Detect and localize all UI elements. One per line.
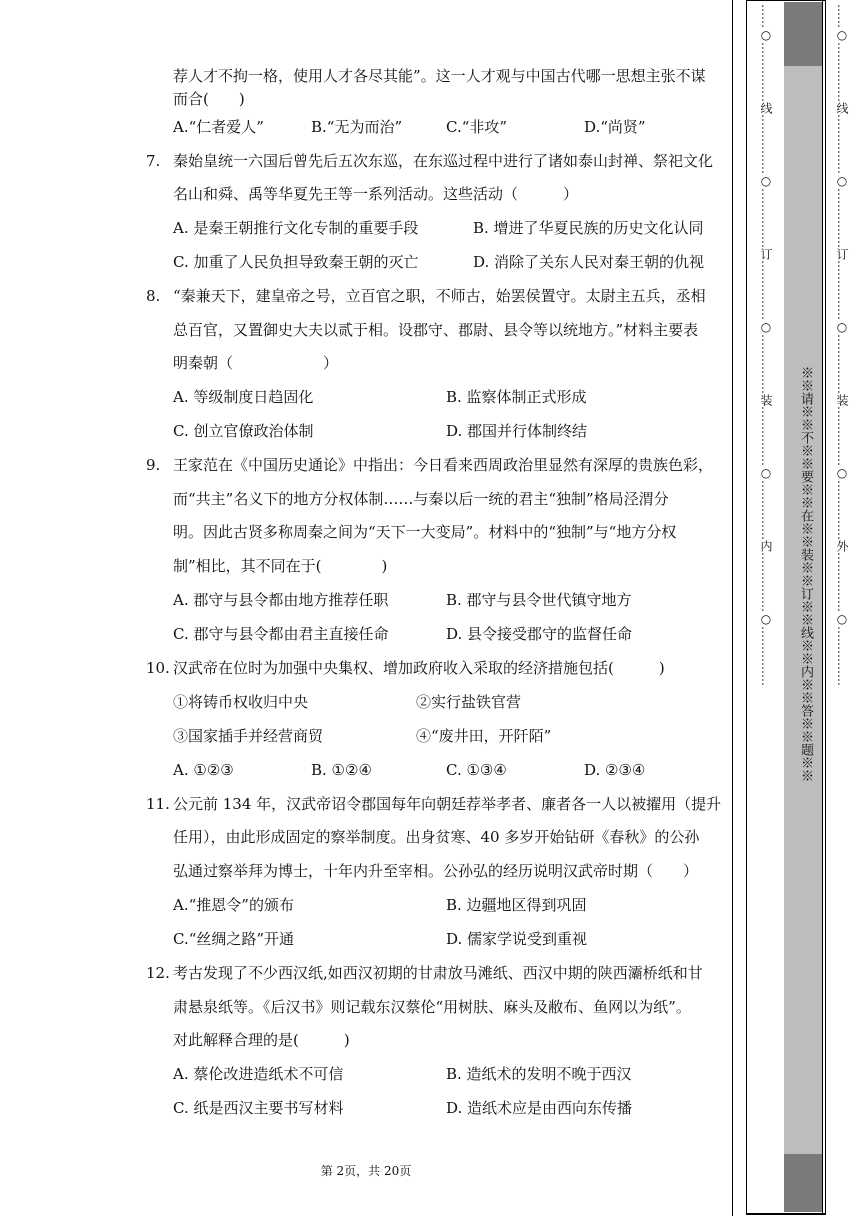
q9-stem-line1: 王家范在《中国历史通论》中指出：今日看来西周政治里显然有深厚的贵族色彩， [173,456,714,474]
q12-stem-line3: 对此解释合理的是( ) [173,1031,350,1049]
q10-option-c: C. ①③④ [446,761,507,779]
q6-option-d: D.“尚贤” [584,118,646,136]
q8-option-a: A. 等级制度日趋固化 [173,388,314,406]
q6-continuation-line1: 荐人才不拘一格，使用人才各尽其能”。这一人才观与中国古代哪一思想主张不谋 [173,67,706,85]
binding-left-border [732,0,733,1216]
binding-top-block [784,2,822,66]
q9-option-b: B. 郡守与县令世代镇守地方 [446,591,632,609]
q12-number: 12. [146,964,170,982]
q11-stem-line2: 任用），由此形成固定的察举制度。出身贫寒、40 多岁开始钻研《春秋》的公孙 [173,828,700,846]
q10-item-4: ④“废井田，开阡陌” [416,727,552,745]
q8-option-d: D. 郡国并行体制终结 [446,422,588,440]
q8-option-c: C. 创立官僚政治体制 [173,422,314,440]
q11-option-d: D. 儒家学说受到重视 [446,930,588,948]
q8-stem-line1: “秦兼天下，建皇帝之号，立百官之职，不师古，始罢侯置守。太尉主五兵，丞相 [173,287,706,305]
q10-option-d: D. ②③④ [584,761,646,779]
q11-option-a: A.“推恩令”的颁布 [173,896,294,914]
q10-item-1: ①将铸币权收归中央 [173,693,309,711]
q12-option-c: C. 纸是西汉主要书写材料 [173,1099,344,1117]
q11-stem-line3: 弘通过察举拜为博士，十年内升至宰相。公孙弘的经历说明汉武帝时期（ ） [173,862,699,880]
q7-option-c: C. 加重了人民负担导致秦王朝的灭亡 [173,253,419,271]
q11-option-c: C.“丝绸之路”开通 [173,930,295,948]
q10-item-2: ②实行盐铁官营 [416,693,522,711]
q12-stem-line2: 肃悬泉纸等。《后汉书》则记载东汉蔡伦“用树肤、麻头及敝布、鱼网以为纸”。 [173,998,691,1016]
q10-item-3: ③国家插手并经营商贸 [173,727,324,745]
binding-seal-text: ※※请※※不※※要※※在※※装※※订※※线※※内※※答※※题※※ [798,366,813,782]
q10-option-a: A. ①②③ [173,761,234,779]
page-footer: 第 2页，共 20页 [320,1164,412,1178]
q7-stem-line1: 秦始皇统一六国后曾先后五次东巡，在东巡过程中进行了诸如泰山封禅、祭祀文化 [173,152,714,170]
q9-stem-line2: 而“共主”名义下的地方分权体制……与秦以后一统的君主“独制”格局泾渭分 [173,490,669,508]
q11-stem-line1: 公元前 134 年，汉武帝诏令郡国每年向朝廷荐举孝者、廉者各一人以被擢用（提升 [173,795,722,813]
q7-stem-line2: 名山和舜、禹等华夏先王等一系列活动。这些活动（ ） [173,185,579,203]
q7-option-a: A. 是秦王朝推行文化专制的重要手段 [173,219,419,237]
q7-number: 7. [146,152,161,170]
q9-option-d: D. 县令接受郡守的监督任命 [446,625,633,643]
q12-option-a: A. 蔡伦改进造纸术不可信 [173,1065,344,1083]
q6-option-a: A.“仁者爱人” [173,118,264,136]
q9-option-c: C. 郡守与县令都由君主直接任命 [173,625,389,643]
q12-option-d: D. 造纸术应是由西向东传播 [446,1099,633,1117]
q10-stem-line1: 汉武帝在位时为加强中央集权、增加政府收入采取的经济措施包括( ) [173,659,665,677]
q12-stem-line1: 考古发现了不少西汉纸,如西汉初期的甘肃放马滩纸、西汉中期的陕西灞桥纸和甘 [173,964,703,982]
q9-option-a: A. 郡守与县令都由地方推荐任职 [173,591,389,609]
q8-stem-line2: 总百官，又置御史大夫以贰于相。设郡守、郡尉、县令等以统地方。”材料主要表 [173,321,699,339]
q10-option-b: B. ①②④ [311,761,372,779]
q8-number: 8. [146,287,161,305]
q8-option-b: B. 监察体制正式形成 [446,388,587,406]
q9-stem-line4: 制”相比，其不同在于( ) [173,557,388,575]
q8-stem-line3: 明秦朝（ ） [173,354,339,372]
q9-stem-line3: 明。因此古贤多称周秦之间为“天下一大变局”。材料中的“独制”与“地方分权 [173,523,677,541]
binding-inner-cut-line: ……○……………线……………○……………订……………○……………装……………○……………内……………○…………… [759,4,773,686]
q10-number: 10. [146,659,170,677]
q9-number: 9. [146,456,161,474]
binding-bottom-block [784,1154,822,1212]
q6-continuation-line2: 而合( ) [173,90,245,108]
q11-number: 11. [146,795,170,813]
binding-outer-cut-line: ……○……………线……………○……………订……………○……………装……………○……………外……………○…………… [835,4,849,686]
q6-option-c: C.“非攻” [446,118,508,136]
q12-option-b: B. 造纸术的发明不晚于西汉 [446,1065,632,1083]
q7-option-d: D. 消除了关东人民对秦王朝的仇视 [473,253,705,271]
q7-option-b: B. 增进了华夏民族的历史文化认同 [473,219,704,237]
q6-option-b: B.“无为而治” [311,118,403,136]
q11-option-b: B. 边疆地区得到巩固 [446,896,587,914]
binding-divider [822,0,823,1214]
